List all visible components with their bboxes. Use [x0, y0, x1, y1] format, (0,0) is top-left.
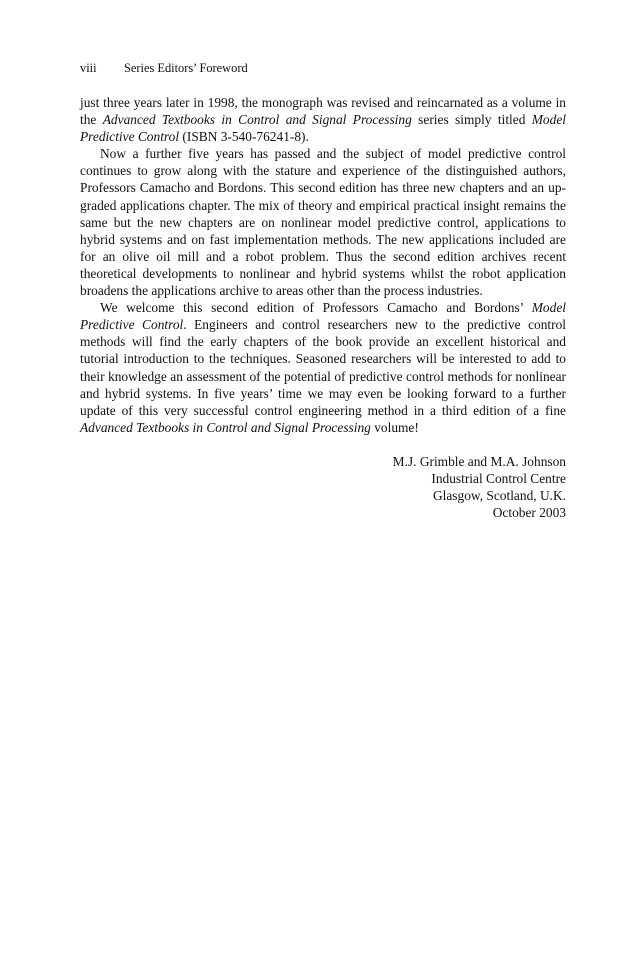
document-page: [80, 60, 566, 521]
paragraph-continued: [80, 94, 566, 145]
paragraph-text: (ISBN 3-540-76241-8).: [179, 129, 309, 145]
signature-block: [80, 453, 566, 521]
paragraph-second-edition: Now a further five years has passed and the subject of model predictive control continues to grow along with the stature and experience of the distinguished authors, Professors Camacho and Bordons. This second edition has three new chapters and an up-graded applications chapter. The mix of theory and empirical practical insight remains the same but the new chapters are on nonlinear model predictive control, applications to hybrid systems and on fast implementation methods. The new applications included are for an olive oil mill and a robot problem. Thus the second edition archives recent theoretical developments to nonlinear and hybrid systems whilst the robot application broadens the applications archive to areas other than the process industries.: [80, 146, 566, 299]
paragraph-welcome: [80, 299, 566, 436]
paragraph-text: just three years later in 1998, the monograph was revised and reincarnated as a volume in the: [80, 95, 566, 128]
book-title-italic: Model Predictive Control: [80, 112, 566, 145]
signature-institution: Industrial Control Centre: [431, 470, 566, 486]
series-title-italic: Advanced Textbooks in Control and Signal Processing: [80, 419, 371, 435]
paragraph-text: volume!: [370, 419, 419, 435]
body-text: [80, 94, 566, 436]
signature-location: Glasgow, Scotland, U.K.: [432, 488, 566, 504]
paragraph-text: . Engineers and control researchers new to the predictive control methods will find the early chapters of the book provide an excellent historical and tutorial introduction to the techniques. Seasoned researchers will be interested to add to their knowledge an assessment of the potential of predictive control methods for nonlinear and hybrid systems. In five years’ time we may even be looking forward to a further update of this very successful control engineering method in a third edition of a fine: [80, 317, 566, 418]
series-title-italic: Advanced Textbooks in Control and Signal Processing: [102, 112, 412, 128]
running-head-title: Series Editors’ Foreword: [124, 61, 248, 75]
paragraph-text: series simply titled: [411, 112, 532, 128]
signature-names: M.J. Grimble and M.A. Johnson: [392, 453, 566, 469]
page-number: viii: [80, 61, 97, 75]
book-title-italic: Model Predictive Control: [80, 300, 566, 333]
paragraph-text: We welcome this second edition of Professors Camacho and Bordons’: [100, 300, 532, 316]
signature-date: October 2003: [492, 505, 566, 521]
running-head: [80, 60, 566, 76]
